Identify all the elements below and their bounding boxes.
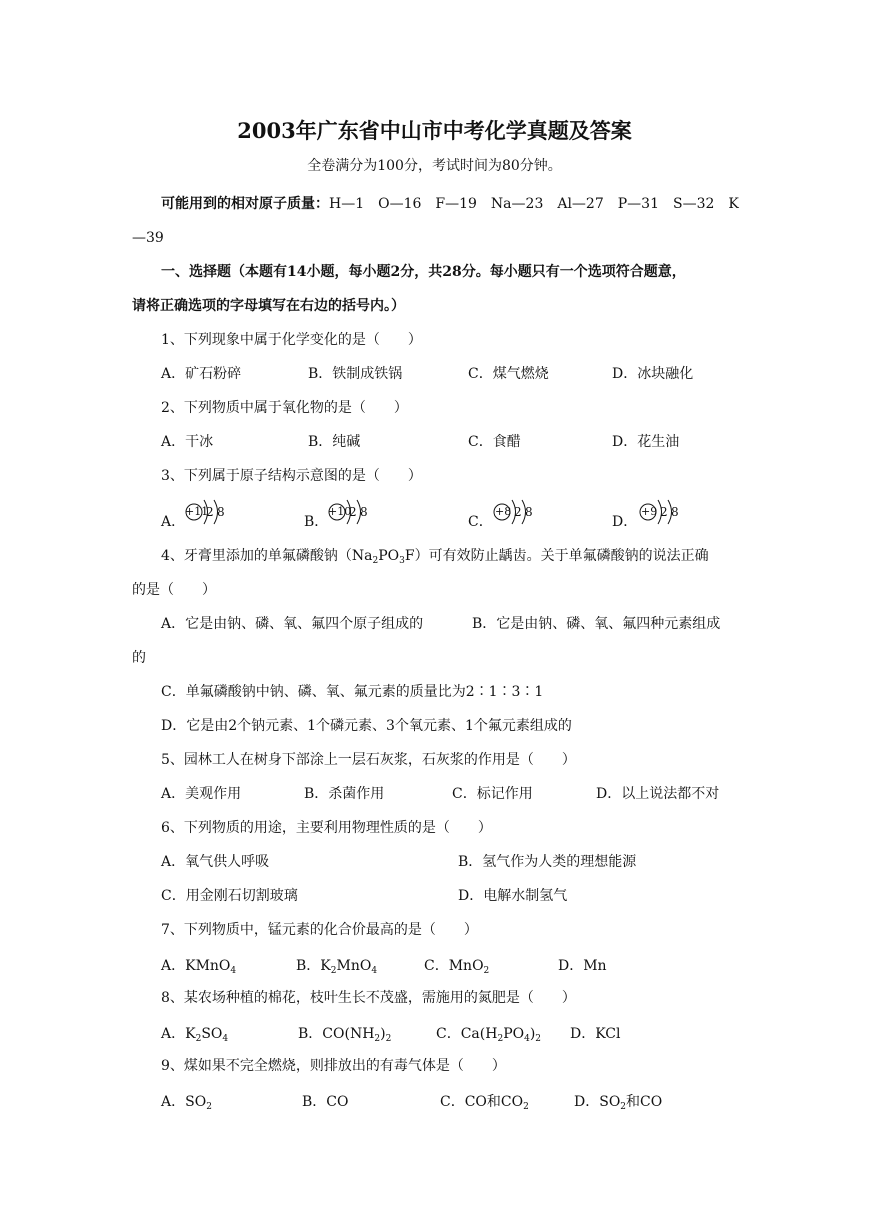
q5-option-c: C．标记作用 [452,786,533,802]
q3-atom-a-shell2: 8 [217,505,225,519]
q2-stem: 2、下列物质中属于氧化物的是（ ） [161,400,408,416]
section-heading-cont: 请将正确选项的字母填写在右边的括号内。） [132,298,405,314]
q7-option-a: A．KMnO$_4$ [161,958,237,976]
q7-option-c: C．MnO$_2$ [424,958,490,976]
q3-atom-b-shell2: 8 [360,505,368,519]
atomic-masses-values: H—1 O—16 F—19 Na—23 Al—27 P—31 S—32 K [329,196,739,212]
q4-option-b-cont: 的 [132,650,146,666]
q3-option-a-letter: A． [161,514,186,530]
q4-stem: 4、牙膏里添加的单氟磷酸钠$(Na_2PO_3F)$可有效防止龋齿。关于单氟磷酸钠的说法正确 [161,548,709,566]
q3-stem: 3、下列属于原子结构示意图的是（ ） [161,468,422,484]
q4-option-d: D．它是由2个钠元素、1个磷元素、3个氧元素、1个氟元素组成的 [161,718,572,734]
q6-stem: 6、下列物质的用途，主要利用物理性质的是（ ） [161,820,492,836]
q6-option-a: A．氧气供人呼吸 [161,854,270,870]
q9-stem: 9、煤如果不完全燃烧，则排放出的有毒气体是（ ） [161,1058,506,1074]
q3-atom-c-shell2: 8 [525,505,533,519]
q1-option-d: D．冰块融化 [612,366,694,382]
section-heading: 一、选择题（本题有14小题，每小题2分，共28分。每小题只有一个选项符合题意， [161,264,686,280]
atomic-masses-cont: —39 [132,230,164,246]
q2-option-d: D．花生油 [612,434,680,450]
q9-option-c: C．CO和$CO_2$ [440,1094,529,1112]
q8-option-b: B．$CO(NH_2)_2$ [298,1026,392,1044]
q5-option-a: A．美观作用 [161,786,242,802]
q6-option-d: D．电解水制氢气 [458,888,568,904]
q8-option-a: A．$K_2SO_4$ [161,1026,229,1044]
q3-atom-d-diagram [638,497,698,527]
q4-stem-cont: 的是（ ） [132,582,216,598]
q3-atom-d-shell2: 8 [671,505,679,519]
q4-option-c: C．单氟磷酸钠中钠、磷、氧、氟元素的质量比为2∶1∶3∶1 [161,684,544,700]
q6-option-b: B．氢气作为人类的理想能源 [458,854,637,870]
q3-atom-c-nucleus: +8 [495,505,512,518]
q3-atom-d-nucleus: +9 [641,505,658,518]
q3-atom-b-shell1: 2 [349,505,357,519]
q3-option-d-letter: D． [612,514,638,530]
q3-atom-b-diagram [327,497,387,527]
q4-option-b: B．它是由钠、磷、氧、氟四种元素组成 [472,616,721,632]
page-title: 2003年广东省中山市中考化学真题及答案 [237,118,632,143]
q5-option-b: B．杀菌作用 [304,786,385,802]
q3-atom-a-shell1: 2 [206,505,214,519]
q8-stem: 8、某农场种植的棉花，枝叶生长不茂盛，需施用的氮肥是（ ） [161,990,576,1006]
q1-option-a: A．矿石粉碎 [161,366,242,382]
q3-option-c-letter: C． [468,514,493,530]
q9-option-a: A．$SO_2$ [161,1094,212,1112]
q7-option-d: D．Mn [558,958,607,974]
q3-atom-d-shell1: 2 [660,505,668,519]
q9-option-b: B．CO [302,1094,349,1110]
q3-atom-b-nucleus: +10 [328,505,352,518]
q5-stem: 5、园林工人在树身下部涂上一层石灰浆，石灰浆的作用是（ ） [161,752,576,768]
q2-option-b: B．纯碱 [308,434,361,450]
q3-atom-a-diagram [184,497,244,527]
q3-option-b-letter: B． [304,514,329,530]
q3-atom-a-nucleus: +11 [185,505,209,518]
q9-option-d: D．$SO_2$和CO [574,1094,663,1112]
q8-option-c: C．$Ca(H_2PO_4)_2$ [436,1026,542,1044]
atomic-masses [161,194,739,214]
q6-option-c: C．用金刚石切割玻璃 [161,888,298,904]
q1-stem: 1、下列现象中属于化学变化的是（ ） [161,332,422,348]
q7-stem: 7、下列物质中，锰元素的化合价最高的是（ ） [161,922,478,938]
q4-option-a: A．它是由钠、磷、氧、氟四个原子组成的 [161,616,424,632]
exam-info: 全卷满分为100分，考试时间为80分钟。 [307,158,562,174]
q3-atom-c-shell1: 2 [514,505,522,519]
q2-option-c: C．食醋 [468,434,521,450]
atomic-masses-label: 可能用到的相对原子质量： [161,196,329,212]
q2-option-a: A．干冰 [161,434,214,450]
q3-atom-c-diagram [492,497,552,527]
q1-option-b: B．铁制成铁锅 [308,366,403,382]
q1-option-c: C．煤气燃烧 [468,366,549,382]
q8-option-d: D．KCl [570,1026,621,1042]
q5-option-d: D．以上说法都不对 [596,786,720,802]
q7-option-b: B．$K_2MnO_4$ [296,958,378,976]
